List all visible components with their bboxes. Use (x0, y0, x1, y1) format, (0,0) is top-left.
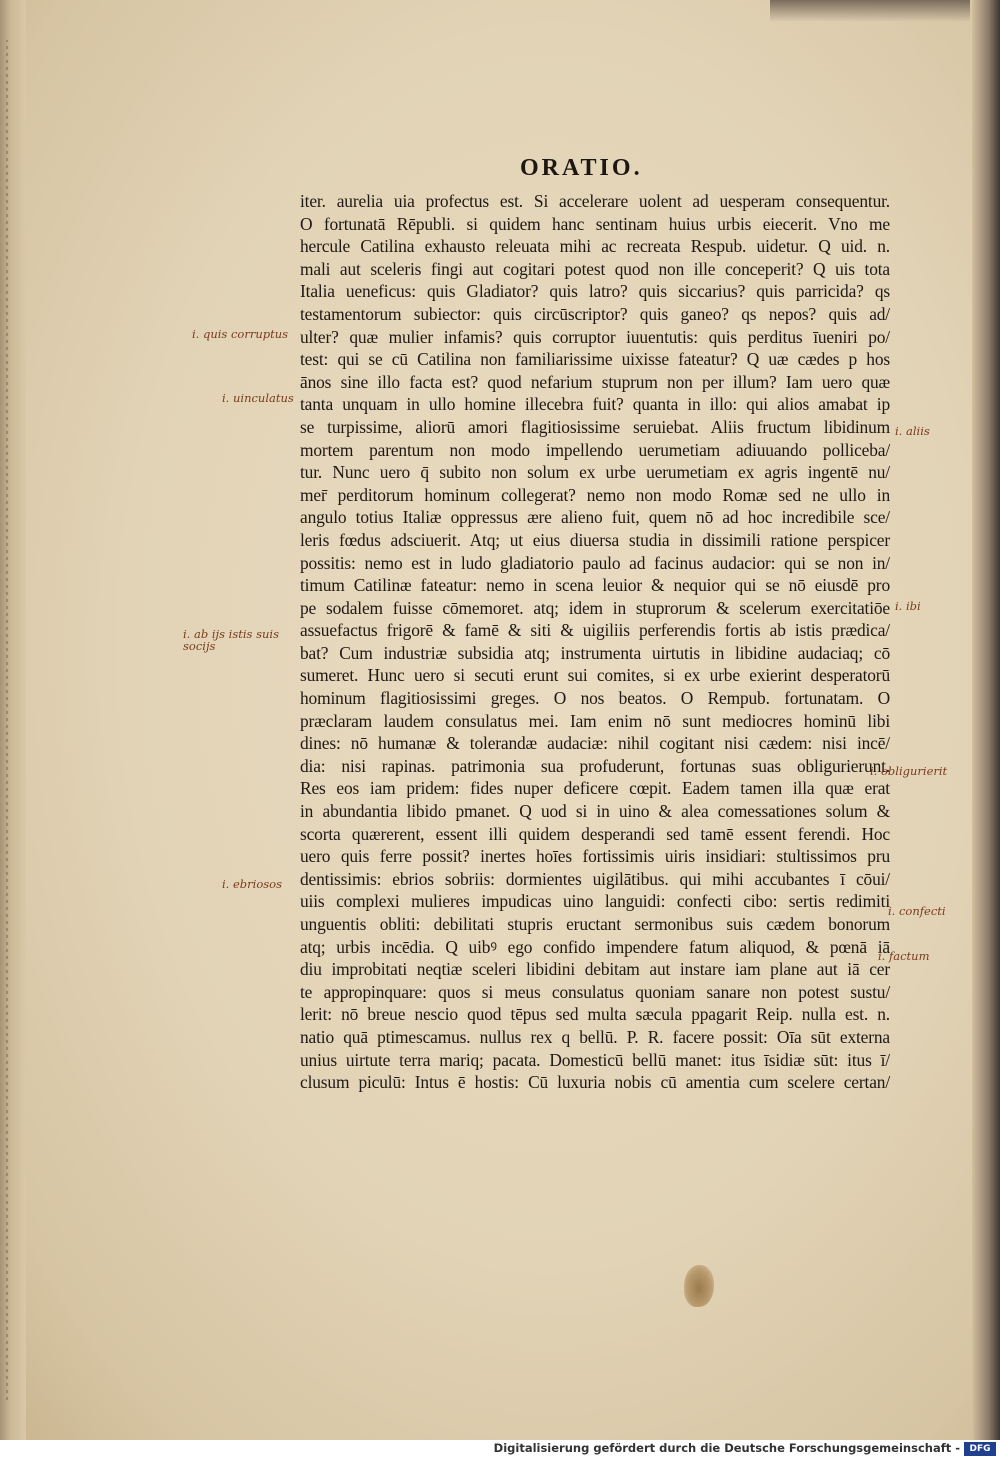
binding-shadow (770, 0, 970, 22)
footer-bar (0, 1440, 1000, 1458)
text-line: te appropinquare: quos si meus consulatus quoniam sanare non potest sustu/ (300, 981, 890, 1002)
text-line: in abundantia libido pmanet. Q uod si in uino & alea comessationes solum & (300, 801, 890, 822)
dfg-logo: DFG (964, 1442, 996, 1456)
text-line: clusum piculū: Intus ē hostis: Cū luxuria nobis cū amentia cum scelere certan/ (300, 1072, 890, 1093)
text-line: atq; urbis incēdia. Q uibꝰ ego confido impendere fatum aliquod, & pœnā iā (300, 936, 890, 957)
text-line: ulter? quæ mulier infamis? quis corruptor iuuentutis: quis perditus īueniri po/ (300, 326, 890, 347)
text-line: mer̄ perditorum hominum collegerat? nemo non modo Romæ sed ne ullo in (300, 484, 890, 505)
text-line: bat? Cum industriæ subsidia atq; instrumenta uirtutis in libidine audaciaq; cō (300, 642, 890, 663)
text-line: mortem parentum non modo impellendo uerumetiam adiuuando polliceba/ (300, 439, 890, 460)
text-line: testamentorum subiector: quis circūscriptor? quis ganeo? qs nepos? quis ad/ (300, 303, 890, 324)
text-line: iter. aurelia uia profectus est. Si accelerare uolent ad uesperam consequentur. (300, 191, 890, 211)
text-line: assuefactus frigorē & famē & siti & uigiliis perferendis fortis ab istis prædica/ (300, 620, 890, 641)
marginal-note: i. uinculatus (222, 391, 294, 405)
text-line: sumeret. Hunc uero si secuti erunt sui comites, si ex urbe exierint desperatorū (300, 665, 890, 686)
page-heading: ORATIO. (520, 155, 643, 181)
text-line: leris fœdus adsciuerit. Atq; ut eius diuersa studia in dissimili ratione perspicer (300, 529, 890, 550)
text-line: scorta quærerent, essent illi quidem desperandi sed tamē essent ferendi. Hoc (300, 823, 890, 844)
text-line: unius uirtute terra mariq; pacata. Domesticū bellū manet: itus īsidiæ sūt: itus ī/ (300, 1049, 890, 1070)
text-line: Italia ueneficus: quis Gladiator? quis latro? quis siccarius? quis parricida? qs (300, 281, 890, 302)
book-binding-edge (972, 0, 1000, 1440)
marginal-note: i. factum (878, 949, 930, 963)
text-line: unguentis obliti: debilitati stupris eructant sermonibus suis cædem bonorum (300, 914, 890, 934)
text-line: diu improbitati neqtiæ sceleri libidini debitam aut instare iam plane aut iā cer (300, 959, 890, 980)
text-line: tanta unquam in ullo homine illecebra fuit? quanta in illo: qui alios amabat ip (300, 394, 890, 415)
marginal-note: i. quis corruptus (192, 327, 289, 341)
text-line: O fortunatā Rēpubli. si quidem hanc sentinam huius urbis eiecerit. Vno me (300, 213, 890, 234)
text-line: se turpissime, aliorū amori flagitiosissime seruiebat. Aliis fructum libidinum (300, 416, 890, 437)
text-line: Res eos iam pridem: fides nuper deficere cœpit. Eadem tamen illa quæ erat (300, 778, 890, 799)
marginal-note: i. aliis (895, 424, 930, 438)
text-line: possitis: nemo est in ludo gladiatorio paulo ad facinus audacior: qui se non in/ (300, 552, 890, 573)
text-block (300, 190, 890, 1094)
text-line: dentissimis: ebrios sobriis: dormientes uigilātibus. qui mihi accubantes ī cōui/ (300, 868, 890, 889)
text-line: timum Catilinæ fateatur: nemo in scena leuior & nequior qui se nō eiusdē pro (300, 575, 890, 596)
text-line: ānos sine illo facta est? quod nefarium stuprum non per illum? Iam uero quæ (300, 371, 890, 392)
text-line: præclaram laudem consulatus mei. Iam enim nō sunt mediocres hominū libi (300, 710, 890, 731)
text-line: pe sodalem fuisse cōmemoret. atq; idem in stuprorum & scelerum exercitatiōe (300, 597, 890, 618)
paper-stain (684, 1265, 714, 1307)
text-line: test: qui se cū Catilina non familiarissime uixisse fateatur? Q uæ cædes p hos (300, 349, 890, 370)
text-line: mali aut sceleris fingi aut cogitari potest quod non ille conceperit? Q uis tota (300, 258, 890, 279)
marginal-note: i. confecti (888, 904, 946, 918)
marginal-note: i. obligurierit (870, 764, 948, 778)
page-edge-left (0, 0, 26, 1440)
text-line: uero quis ferre possit? inertes hoīes fortissimis uiris insidiari: stultissimos pru (300, 846, 890, 867)
text-line: uiis complexi mulieres impudicas uino languidi: confecti cibo: sertis redimiti (300, 891, 890, 912)
text-line: dia: nisi rapinas. patrimonia sua profuderunt, fortunas suas obligurierunt. (300, 755, 890, 776)
funding-credit: Digitalisierung gefördert durch die Deutsche Forschungsgemeinschaft - (493, 1441, 960, 1455)
text-line: natio quā ptimescamus. nullus rex q bellū. P. R. facere possit: Oīa sūt externa (300, 1026, 890, 1047)
text-line: dines: nō humanæ & tolerandæ audaciæ: nihil cogitant nisi cædem: nisi incē/ (300, 733, 890, 754)
marginal-note: i. ibi (895, 599, 921, 613)
text-line: tur. Nunc uero q̄ subito non solum ex urbe uerumetiam ex agris ingentē nu/ (300, 462, 890, 483)
marginal-note: i. ebriosos (222, 877, 282, 891)
text-line: hominum flagitiosissimi greges. O nos beatos. O Rempub. fortunatam. O (300, 688, 890, 709)
text-line: hercule Catilina exhausto releuata mihi ac recreata Respub. uidetur. Q uid. n. (300, 236, 890, 257)
marginal-note: i. ab ijs istis suis socijs (183, 627, 279, 653)
text-line: lerit: nō breue nescio quod tēpus sed multa sæcula ppagarit Reip. nulla est. n. (300, 1004, 890, 1025)
text-line: angulo totius Italiæ oppressus ære alieno fuit, quem nō ad hoc incredibile sce/ (300, 507, 890, 528)
